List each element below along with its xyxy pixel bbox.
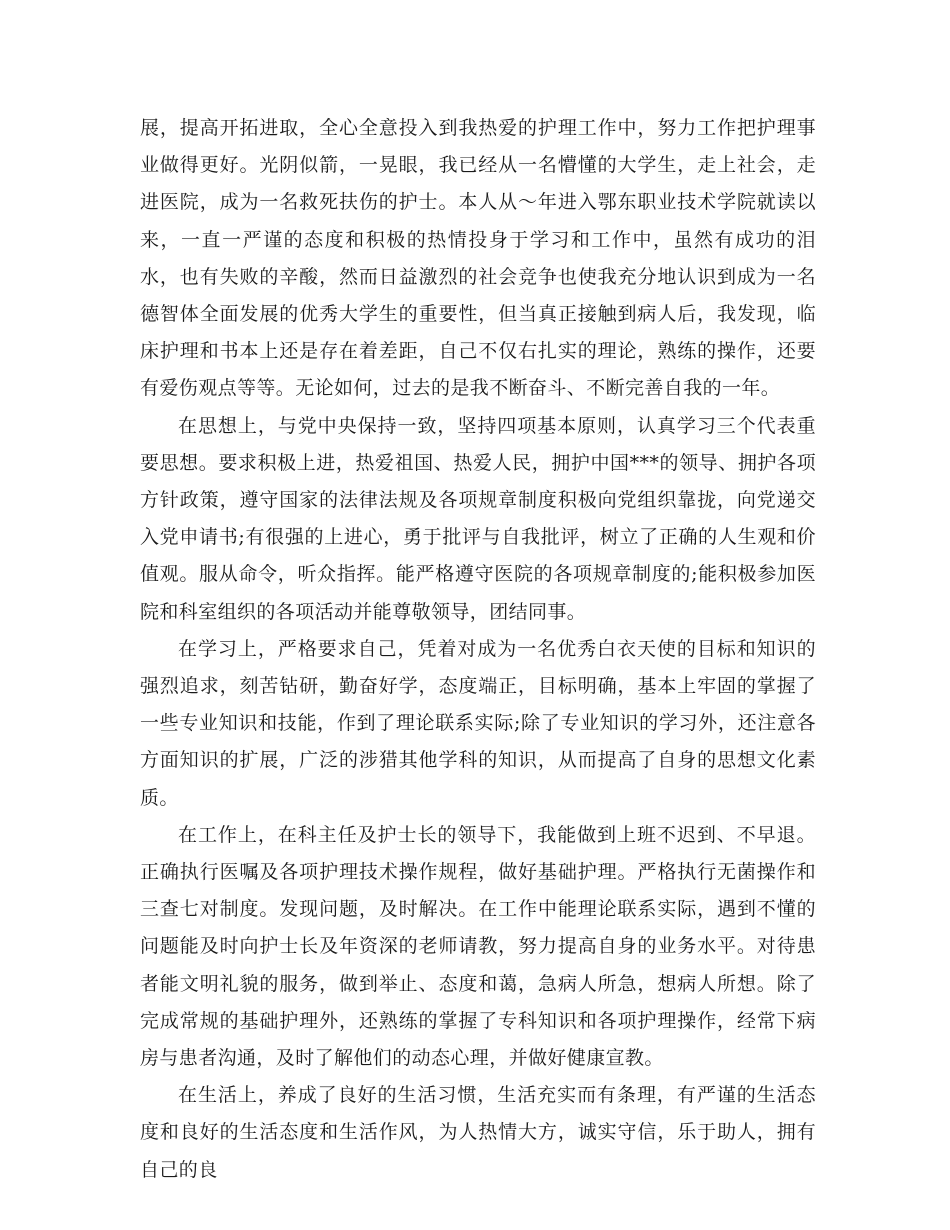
document-body [140, 110, 816, 1189]
paragraph-2: 在思想上，与党中央保持一致，坚持四项基本原则，认真学习三个代表重要思想。要求积极上进，热爱祖国、热爱人民，拥护中国***的领导、拥护各项方针政策，遵守国家的法律法规及各项规章制度积极向党组织靠拢，向党递交入党申请书;有很强的上进心，勇于批评与自我批评，树立了正确的人生观和价值观。服从命令，听众指挥。能严格遵守医院的各项规章制度的;能积极参加医院和科室组织的各项活动并能尊敬领导，团结同事。 [140, 414, 816, 623]
paragraph-4: 在工作上，在科主任及护士长的领导下，我能做到上班不迟到、不早退。正确执行医嘱及各项护理技术操作规程，做好基础护理。严格执行无菌操作和三查七对制度。发现问题，及时解决。在工作中能理论联系实际，遇到不懂的问题能及时向护士长及年资深的老师请教，努力提高自身的业务水平。对待患者能文明礼貌的服务，做到举止、态度和蔼，急病人所急，想病人所想。除了完成常规的基础护理外，还熟练的掌握了专科知识和各项护理操作，经常下病房与患者沟通，及时了解他们的动态心理，并做好健康宣教。 [140, 823, 816, 1070]
paragraph-5: 在生活上，养成了良好的生活习惯，生活充实而有条理，有严谨的生活态度和良好的生活态度和生活作风，为人热情大方，诚实守信，乐于助人，拥有自己的良 [140, 1084, 816, 1181]
paragraph-3: 在学习上，严格要求自己，凭着对成为一名优秀白衣天使的目标和知识的强烈追求，刻苦钻研，勤奋好学，态度端正，目标明确，基本上牢固的掌握了一些专业知识和技能，作到了理论联系实际;除了专业知识的学习外，还注意各方面知识的扩展，广泛的涉猎其他学科的知识，从而提高了自身的思想文化素质。 [140, 637, 816, 809]
paragraph-1: 展，提高开拓进取，全心全意投入到我热爱的护理工作中，努力工作把护理事业做得更好。光阴似箭，一晃眼，我已经从一名懵懂的大学生，走上社会，走进医院，成为一名救死扶伤的护士。本人从～年进入鄂东职业技术学院就读以来，一直一严谨的态度和积极的热情投身于学习和工作中，虽然有成功的泪水，也有失败的辛酸，然而日益激烈的社会竞争也使我充分地认识到成为一名德智体全面发展的优秀大学生的重要性，但当真正接触到病人后，我发现，临床护理和书本上还是存在着差距，自己不仅右扎实的理论，熟练的操作，还要有爱伤观点等等。无论如何，过去的是我不断奋斗、不断完善自我的一年。 [140, 117, 816, 400]
